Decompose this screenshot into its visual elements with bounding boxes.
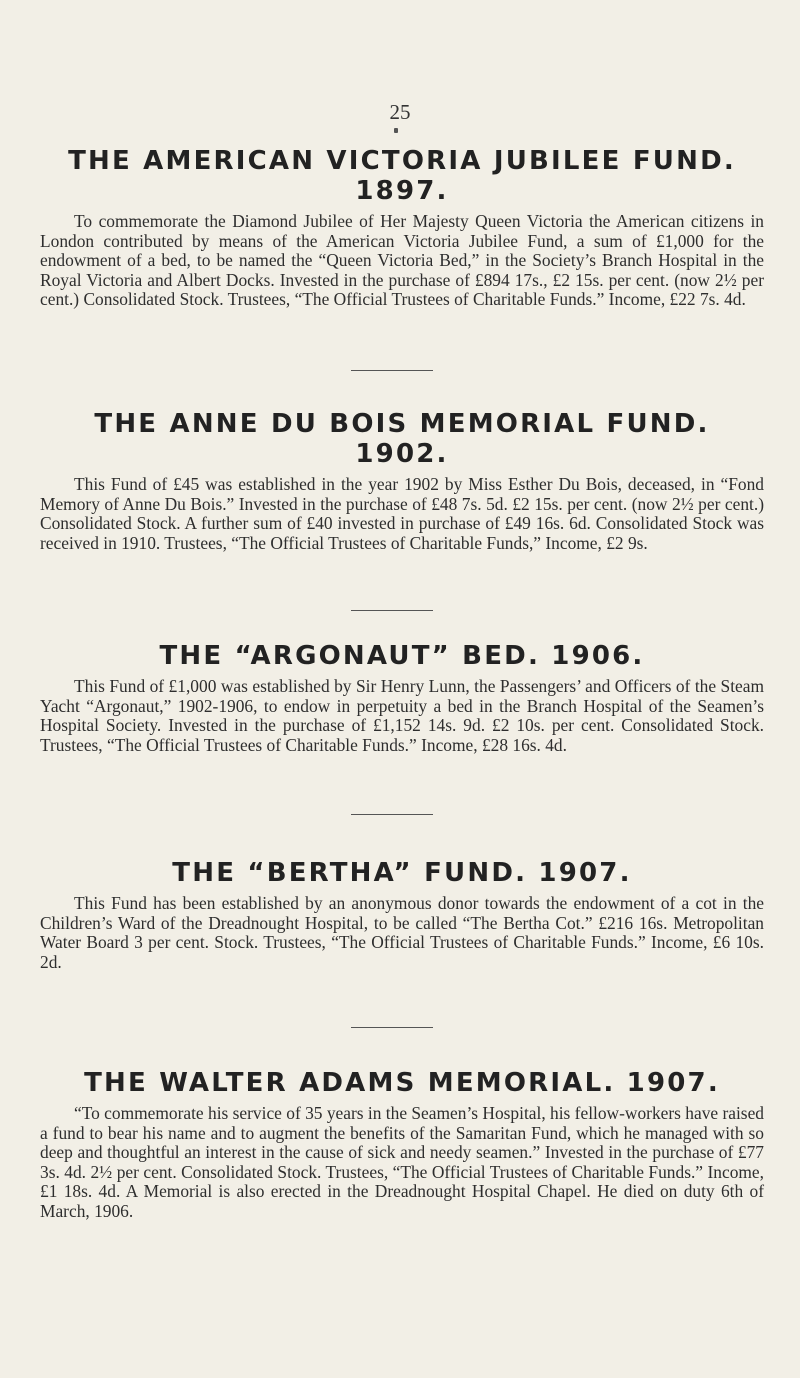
section-body: This Fund of £1,000 was established by Sir Henry Lunn, the Passengers’ and Officers of the Steam Yacht “Argonaut,” 1902-1906, to endow in perpetuity a bed in the Branch Hospital of the Seamen’s Hospital Society. Invested in the purchase of £1,152 14s. 9d. £2 10s. per cent. Consolidated Stock. Trustees, “The Official Trustees of Charitable Funds.” Income, £28 16s. 4d. (40, 676, 764, 755)
section-title: THE “ARGONAUT” BED. 1906. (159, 641, 645, 671)
section-divider (351, 370, 433, 371)
section-year: 1897. (355, 176, 449, 206)
section-anne-du-bois-memorial-fund (40, 409, 764, 553)
section-divider (351, 1027, 433, 1028)
section-argonaut-bed (40, 641, 764, 755)
page-number: 25 (389, 100, 411, 124)
section-heading (40, 858, 764, 888)
section-american-victoria-jubilee-fund (40, 146, 764, 310)
section-heading (40, 409, 764, 469)
section-title: THE AMERICAN VICTORIA JUBILEE FUND. (68, 146, 736, 176)
print-speck (394, 128, 398, 133)
section-divider (351, 610, 433, 611)
section-body: To commemorate the Diamond Jubilee of Her Majesty Queen Victoria the American citizens in London contributed by means of the American Victoria Jubilee Fund, a sum of £1,000 for the endowment of a bed, to be named the “Queen Victoria Bed,” in the Society’s Branch Hospital in the Royal Victoria and Albert Docks. Invested in the purchase of £894 17s., £2 15s. per cent. (now 2½ per cent.) Consolidated Stock. Trustees, “The Official Trustees of Charitable Funds.” Income, £22 7s. 4d. (40, 211, 764, 310)
section-heading (40, 1068, 764, 1098)
section-divider (351, 814, 433, 815)
section-title: THE “BERTHA” FUND. 1907. (172, 858, 632, 888)
section-title: THE WALTER ADAMS MEMORIAL. 1907. (84, 1068, 720, 1098)
section-bertha-fund (40, 858, 764, 972)
section-year: 1902. (355, 439, 449, 469)
section-body: “To commemorate his service of 35 years in the Seamen’s Hospital, his fellow-workers have raised a fund to bear his name and to augment the benefits of the Samaritan Fund, which he managed with so deep and thoughtful an interest in the cause of sick and needy seamen.” Invested in the purchase of £77 3s. 4d. 2½ per cent. Consolidated Stock. Trustees, “The Official Trustees of Charitable Funds.” Income, £1 18s. 4d. A Memorial is also erected in the Dreadnought Hospital Chapel. He died on duty 6th of March, 1906. (40, 1103, 764, 1221)
section-body: This Fund has been established by an anonymous donor towards the endowment of a cot in the Children’s Ward of the Dreadnought Hospital, to be called “The Bertha Cot.” £216 16s. Metropolitan Water Board 3 per cent. Stock. Trustees, “The Official Trustees of Charitable Funds.” Income, £6 10s. 2d. (40, 893, 764, 972)
section-body: This Fund of £45 was established in the year 1902 by Miss Esther Du Bois, deceased, in “Fond Memory of Anne Du Bois.” Invested in the purchase of £48 7s. 5d. £2 15s. per cent. (now 2½ per cent.) Consolidated Stock. A further sum of £40 invested in purchase of £49 16s. 6d. Consolidated Stock was received in 1910. Trustees, “The Official Trustees of Charitable Funds,” Income, £2 9s. (40, 474, 764, 553)
section-walter-adams-memorial (40, 1068, 764, 1222)
section-heading (40, 146, 764, 206)
section-title: THE ANNE DU BOIS MEMORIAL FUND. (94, 409, 710, 439)
section-heading (40, 641, 764, 671)
